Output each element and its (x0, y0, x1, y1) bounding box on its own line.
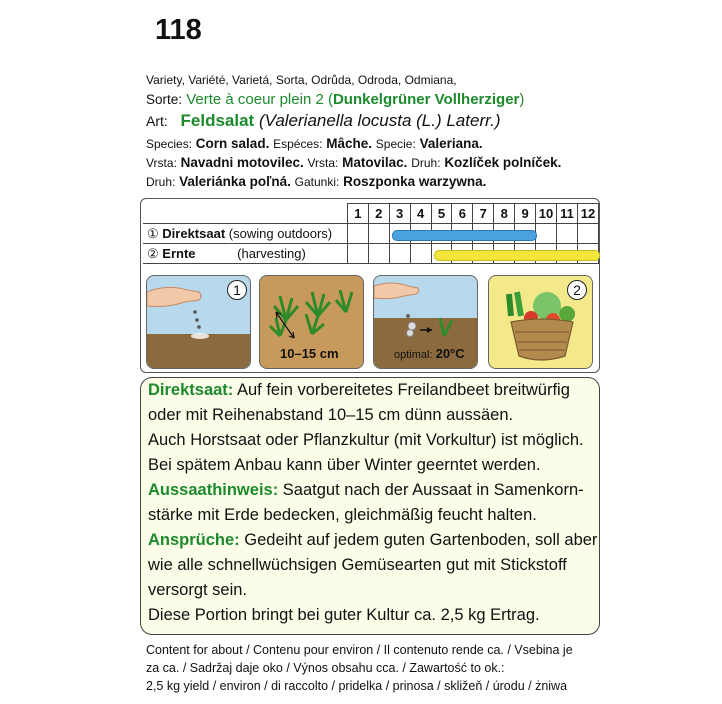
sorte-value-bold: Dunkelgrüner Vollherziger (332, 91, 520, 108)
instr-line-3: Auch Horstsaat oder Pflanzkultur (mit Vorkultur) ist möglich. (148, 431, 584, 449)
art-value: Feldsalat (180, 111, 255, 130)
vrsta-label-0: Vrsta: (146, 156, 177, 170)
species-label-0: Species: (146, 137, 193, 151)
content-line-1: Content for about / Contenu pour environ / Il contenuto rende ca. / Vsebina je (146, 643, 573, 657)
direktsaat-heading: Direktsaat: (148, 381, 234, 399)
druh-value-0: Valeriánka poľná. (179, 174, 291, 189)
species-label-2: Specie: (375, 137, 416, 151)
vrsta-label-2: Druh: (411, 156, 441, 170)
month-5: 5 (431, 204, 452, 224)
row-sowing-label (143, 224, 347, 244)
row-harvest-label (143, 244, 347, 264)
vrsta-label-1: Vrsta: (307, 156, 339, 170)
species-value-1: Mâche. (326, 136, 372, 151)
druh-label-0: Druh: (146, 175, 176, 189)
species-line (146, 136, 483, 151)
step-marker-2: 2 (567, 280, 587, 300)
row-harvest-marker: ② (147, 245, 159, 261)
aussaathinweis-heading: Aussaathinweis: (148, 481, 279, 499)
tile-harvest-basket (488, 275, 593, 369)
instr-line-8: wie alle schnellwüchsigen Gemüsearten gut mit Stickstoff (148, 556, 567, 574)
art-label: Art: (146, 113, 168, 129)
druh-value-1: Roszponka warzywna. (343, 174, 487, 189)
seedling-rows-illustration (260, 276, 363, 346)
temperature-caption (394, 346, 465, 361)
tile-germination (373, 275, 478, 369)
month-4: 4 (410, 204, 431, 224)
tile-sowing-hand (146, 275, 251, 369)
species-value-2: Valeriana. (419, 136, 483, 151)
temperature-label: optimal: (394, 349, 433, 361)
content-line-3: 2,5 kg yield / environ / di raccolto / pridelka / prinosa / skližeň / úrodu / żniwa (146, 679, 568, 693)
month-11: 11 (557, 204, 578, 224)
instr-line-9: versorgt sein. (148, 581, 248, 599)
vrsta-line (146, 155, 561, 170)
instr-line-7-text: Gedeiht auf jedem guten Gartenboden, soll aber (239, 531, 598, 549)
sorte-label: Sorte: (146, 92, 183, 107)
row-sowing-note: (sowing outdoors) (228, 225, 333, 241)
instr-line-2: oder mit Reihenabstand 10–15 cm dünn aussäen. (148, 406, 514, 424)
instructions-box (140, 377, 600, 635)
vrsta-value-1: Matovilac. (342, 155, 408, 170)
step-marker-1: 1 (227, 280, 247, 300)
temperature-value: 20°C (435, 346, 465, 361)
ansprueche-heading: Ansprüche: (148, 531, 240, 549)
month-9: 9 (515, 204, 536, 224)
variety-line: Variety, Variété, Varietá, Sorta, Odrůda, Odroda, Odmiana, (146, 73, 457, 87)
vrsta-value-0: Navadni motovilec. (180, 155, 304, 170)
instr-line-5 (148, 481, 584, 500)
harvest-period-bar (434, 250, 599, 261)
instr-line-10: Diese Portion bringt bei guter Kultur ca. 2,5 kg Ertrag. (148, 606, 540, 624)
sorte-value-end: ) (519, 91, 525, 108)
month-6: 6 (452, 204, 473, 224)
month-2: 2 (368, 204, 389, 224)
content-line-2: za ca. / Sadržaj daje oko / Výnos obsahu cca. / Zawartość to ok.: (146, 661, 505, 675)
row-harvest-title: Ernte (162, 245, 196, 261)
instr-line-1 (148, 381, 570, 400)
month-7: 7 (473, 204, 494, 224)
month-12: 12 (577, 204, 598, 224)
row-sowing-marker: ① (147, 225, 159, 241)
packet-number: 118 (155, 14, 202, 46)
sowing-period-bar (392, 230, 536, 241)
month-3: 3 (389, 204, 410, 224)
tile-row-spacing (259, 275, 364, 369)
instr-line-5-text: Saatgut nach der Aussaat in Samenkorn- (278, 481, 584, 499)
druh-line (146, 174, 486, 189)
art-latin: (Valerianella locusta (L.) Laterr.) (258, 111, 501, 130)
vrsta-value-2: Kozlíček polníček. (444, 155, 562, 170)
month-10: 10 (536, 204, 557, 224)
species-value-0: Corn salad. (195, 136, 270, 151)
sorte-value: Verte à coeur plein 2 ( (186, 91, 333, 108)
instr-line-7 (148, 531, 597, 550)
art-line (146, 111, 501, 131)
month-8: 8 (494, 204, 515, 224)
instr-line-6: stärke mit Erde bedecken, gleichmäßig feucht halten. (148, 506, 537, 524)
instr-line-4: Bei spätem Anbau kann über Winter geerntet werden. (148, 456, 541, 474)
month-1: 1 (347, 204, 368, 224)
druh-label-1: Gatunki: (294, 175, 340, 189)
species-label-1: Espéces: (273, 137, 323, 151)
row-harvest-note: (harvesting) (237, 245, 306, 261)
row-sowing-title: Direktsaat (162, 225, 226, 241)
row-spacing-caption: 10–15 cm (280, 346, 339, 361)
sorte-line (146, 91, 524, 108)
instr-line-1-text: Auf fein vorbereitetes Freilandbeet breitwürfig (233, 381, 570, 399)
